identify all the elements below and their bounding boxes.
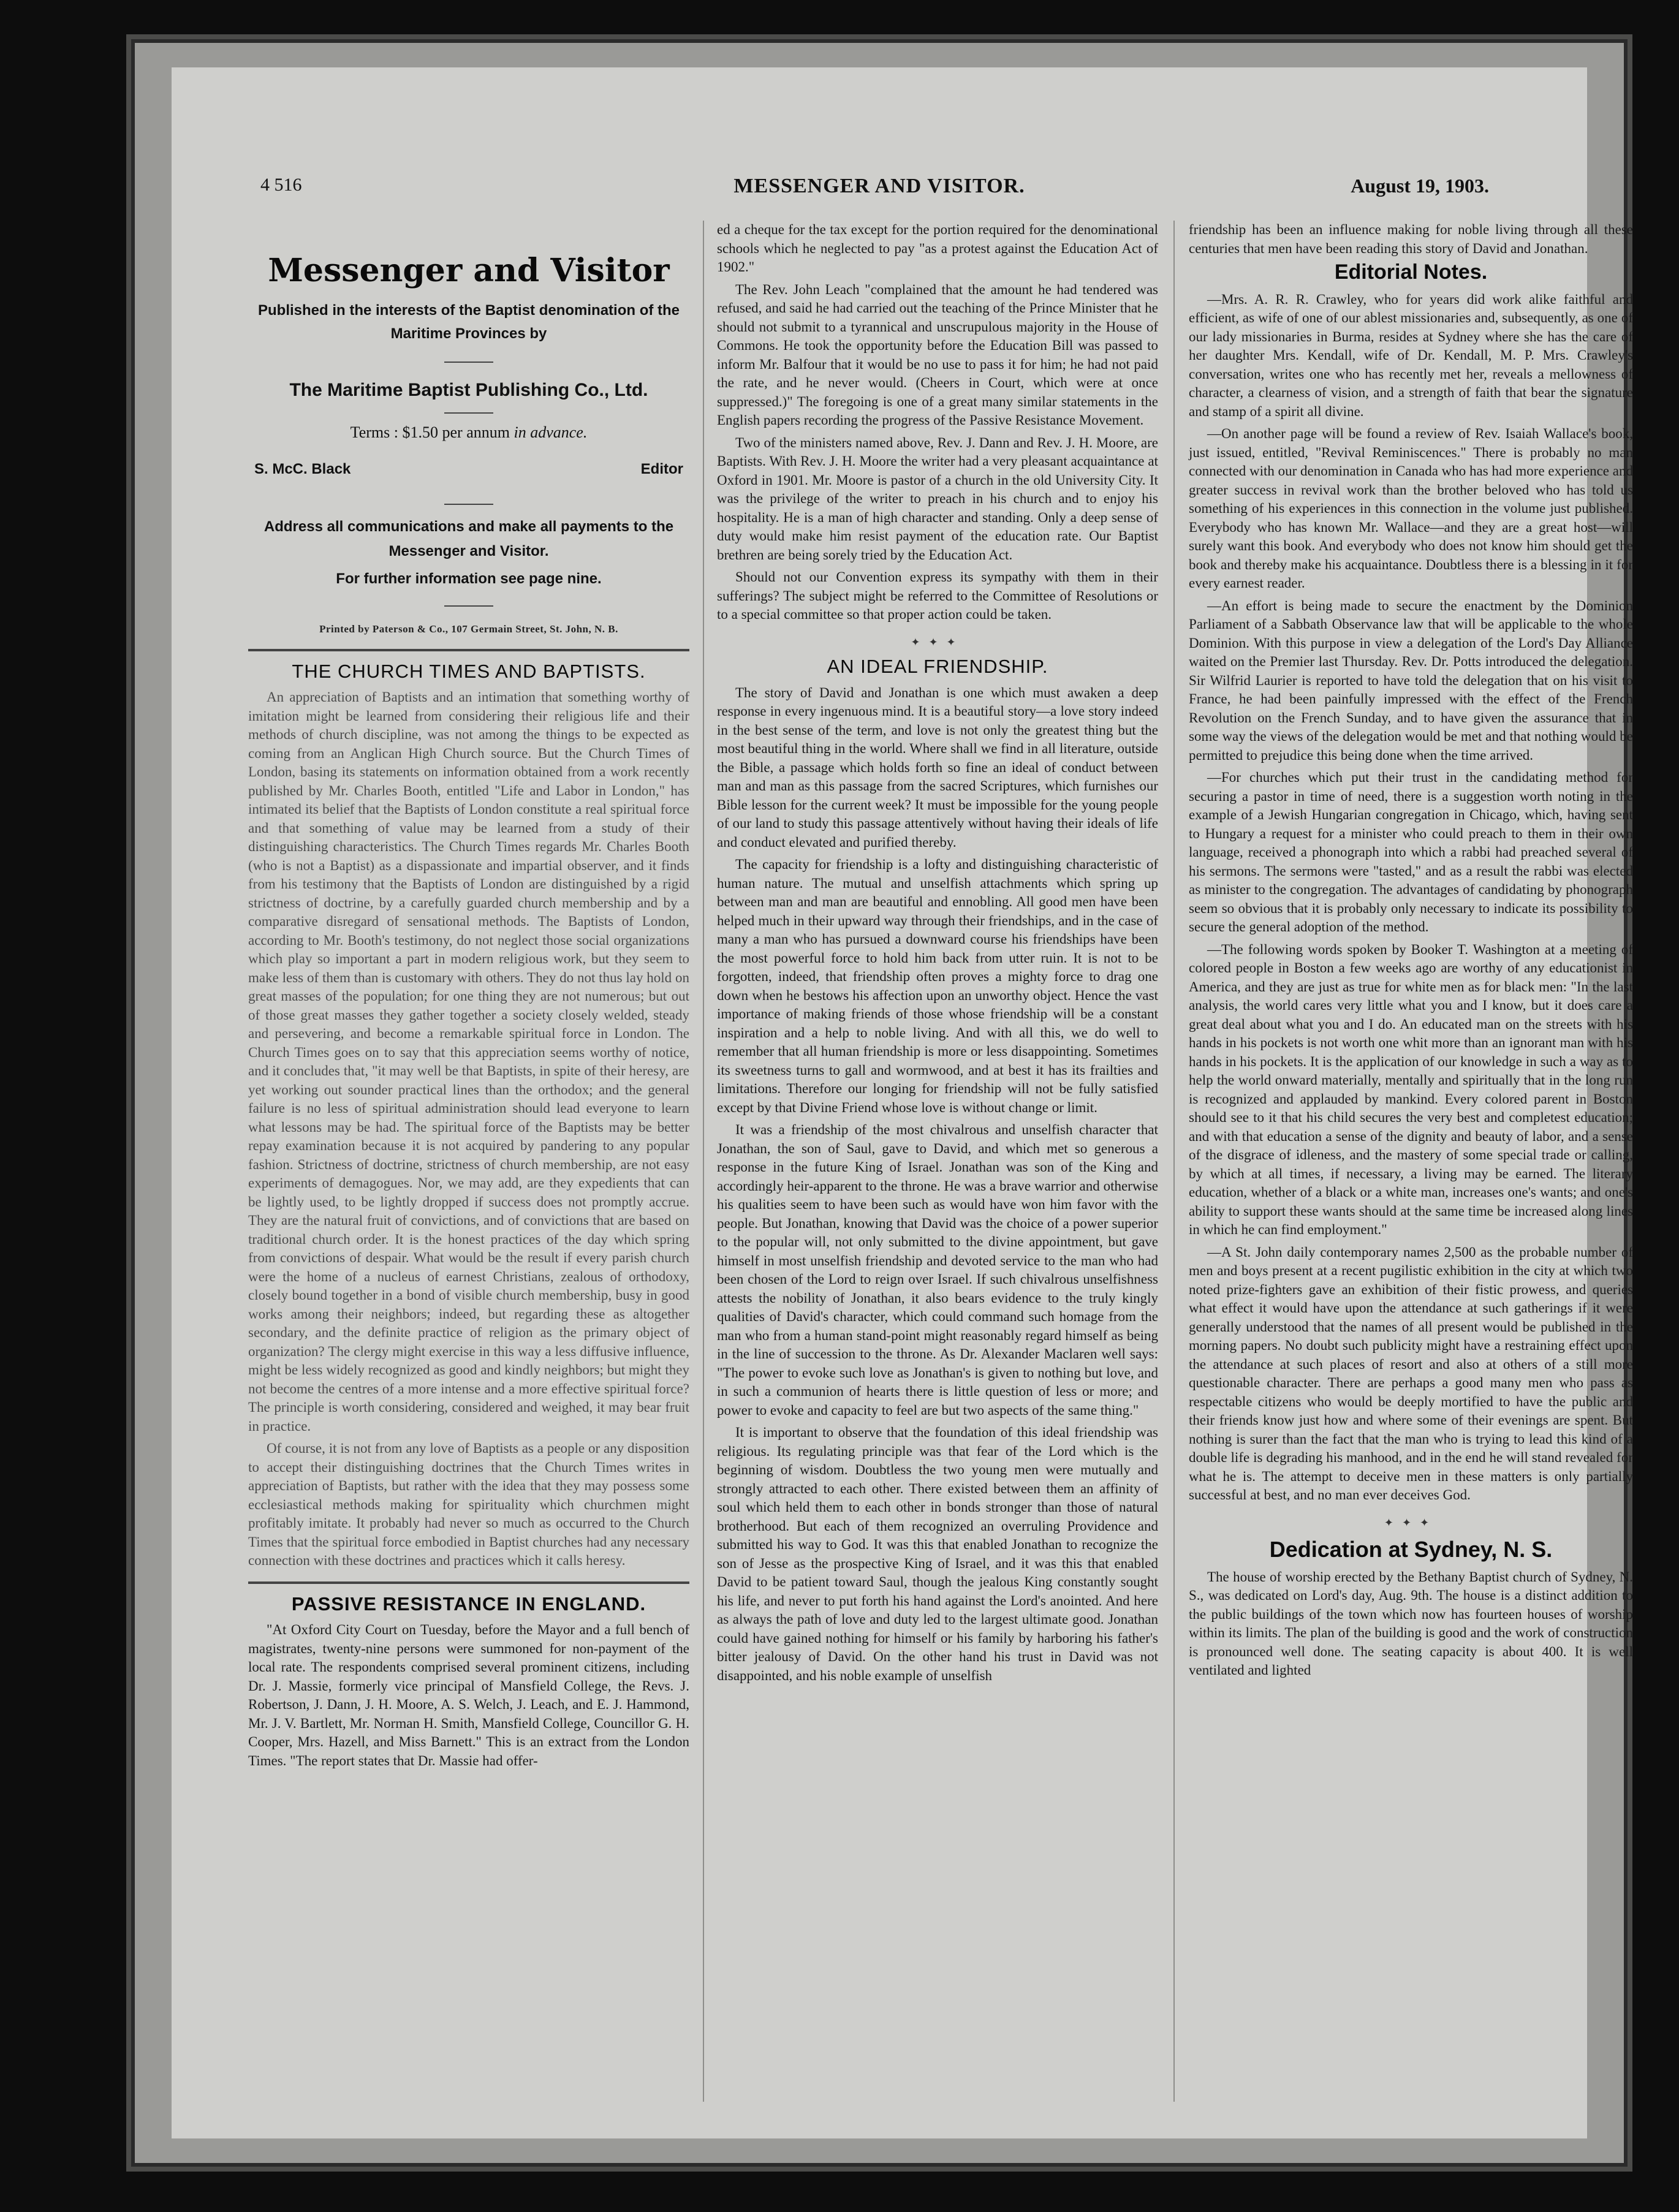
paragraph: It is important to observe that the foundation of this ideal friendship was religious. Its regulating principle was that fear of the Lord which is the beginning of wisdom. Doubtless the two young men were mutually and strongly attracted to each other. There existed between them an affinity of soul which held them to each other in bonds stronger than those of natural brotherhood. But each of them recognized an overruling Providence and submitted his way to God. It was this that enabled Jonathan to recognize the son of Jesse as the prospective King of Israel, and it was this that enabled David to be patient toward Saul, though the jealous King constantly sought his life, and never to put forth his hand against the Lord's anointed. And here as always the path of love and duty led to the largest ultimate good. Jonathan could have gained nothing for himself or his family by harboring his father's bitter jealousy of David. On the other hand his trust in David was not disappointed, and his noble example of unselfish — [717, 1425, 1158, 1683]
ornament-stars: ✦✦✦ — [1384, 1516, 1438, 1529]
article-body — [248, 1621, 689, 1770]
article-body — [717, 684, 1158, 1686]
article-title: THE CHURCH TIMES AND BAPTISTS. — [292, 660, 646, 682]
paragraph: The story of David and Jonathan is one which must awaken a deep response in every ingenuous mind. It is a beautiful story—a love story indeed in the best sense of the term, and love is not only the greatest thing but the most beautiful thing in the world. Where shall we find in all literature, outside the Bible, a passage which holds forth so fine an ideal of conduct between man and man as this passage from the sacred Scriptures, which furnishes our Bible lesson for the current week? It must be impossible for the young people of our land to study this passage attentively without having their ideals of life and conduct elevated and purified thereby. — [717, 684, 1158, 850]
editorial-notes — [1189, 290, 1633, 1505]
divider — [444, 362, 493, 363]
section-title: Editorial Notes. — [1334, 260, 1488, 284]
paragraph: Two of the ministers named above, Rev. J. Dann and Rev. J. H. Moore, are Baptists. With Rev. J. H. Moore the writer had a very pleasant acquaintance at Oxford in 1901. Mr. Moore is pastor of a church in the old University City. It was the privilege of the writer to preach in his church and to enjoy his hospitality. He is a man of high character and standing. Only a deep sense of duty would make him resist payment of the education rate. Our Baptist brethren are being sorely tried by the Education Act. — [717, 434, 1158, 562]
info-note: For further information see page nine. — [336, 570, 602, 587]
running-head — [172, 175, 1587, 211]
article-continuation — [717, 221, 1158, 624]
terms-label: Terms : — [350, 423, 399, 441]
paragraph: An appreciation of Baptists and an intimation that something worthy of imitation might be learned from considering their religious life and their methods of church discipline, was not among the things to be expected as coming from an Anglican High Church source. But the Church Times of London, basing its statements on information obtained from a work recently published by Mr. Charles Booth, entitled "Life and Labor in London," has intimated its belief that the Baptists of London constitute a real spiritual force and that something of value may be learned from a study of their distinguishing characteristics. The Church Times regards Mr. Charles Booth (who is not a Baptist) as a dispassionate and impartial observer, and it finds from his testimony that the Baptists of London are distinguished by a rigid strictness of doctrine, by a carefully guarded church membership and by a comparative disregard of sensational methods. The Baptists of London, according to Mr. Booth's testimony, do not neglect those social organizations which play so important a part in modern religious work, but they seem to make less of them than is customary with others. They do not thus lay hold on great masses of the population; for one thing they are not numerous; but out of those great masses they gather together a society closely welded, steady and persevering, and become a remarkable spiritual force in London. The Church Times goes on to say that this appreciation seems worthy of notice, and it concludes that, "it may well be that Baptists, in spite of their heresy, are yet working out sounder practical lines than the orthodox; and the general failure is no less of spiritual administration should lead everyone to learn what lessons may be had. The spiritual force of the Baptists may be better repay examination because it is not acquired by pandering to any popular fashion. Strictness of doctrine, strictness of church membership, are not easy experiments of demagogues. Nor, we may add, are they expedients that can be lightly used, to be lightly dropped if success does not promptly accrue. They are the natural fruit of convictions, and of convictions that are based on traditional church order. It is the honest practices of the day which spring from convictions of despair. What would be the result if every parish church were the home of a nucleus of earnest Christians, zealous of orthodoxy, closely bound together in a bond of visible church membership, busy in good works among their neighbors; indeed, but regarding these as altogether secondary, and the definite practice of religion as the primary object of organization? The clergy might exercise in this way a less diffusive influence, might be less widely recognized as good and kindly neighbors; but might they not become the centres of a more intense and a more effective spiritual force? The principle is worth considering, considered and weighed, it may bear fruit in practice. — [248, 689, 689, 1434]
newspaper-page — [135, 43, 1633, 2163]
divider — [444, 504, 493, 505]
article-title: AN IDEAL FRIENDSHIP. — [827, 656, 1048, 677]
paragraph: —Mrs. A. R. R. Crawley, who for years did work alike faithful and efficient, as wife of one of our ablest missionaries and, subsequently, as one of our lady missionaries in Burma, resides at Sydney where she has the care of her daughter Mrs. Kendall, wife of Dr. Kendall, M. P. Mrs. Crawley's conversation, writes one who has recently met her, reveals a mellowness of character, a clearness of vision, and a strength of faith that bear the signature and stamp of a spirit all divine. — [1189, 291, 1633, 419]
masthead-published: Published in the interests of the Baptist denomination of the Maritime Provinces by — [257, 302, 680, 342]
editor-line — [254, 460, 683, 479]
column-divider — [1173, 221, 1175, 2102]
article-title: PASSIVE RESISTANCE IN ENGLAND. — [291, 1593, 646, 1615]
section-divider — [248, 649, 689, 651]
subscription-terms — [248, 423, 689, 442]
newspaper-title: MESSENGER AND VISITOR. — [733, 175, 1025, 197]
column-divider — [703, 221, 704, 2102]
article-body — [248, 688, 689, 1570]
paragraph: —For churches which put their trust in the candidating method for securing a pastor in time of need, there is a suggestion worth noting in the example of a Jewish Hungarian congregation in Chicago, which, having sent to Hungary a request for a minister who could preach to them in their own language, received a phonograph into which a rabbi had preached several of his sermons. The sermons were "tasted," and as a result the rabbi was elected as minister to the congregation. The advantages of candidating by phonograph seem so obvious that it is probably only necessary to indicate its possibility to secure the general adoption of the method. — [1189, 770, 1633, 934]
paragraph: Should not our Convention express its sympathy with them in their sufferings? The subject might be referred to the Committee of Resolutions or to a special committee so that proper action could be taken. — [717, 569, 1158, 622]
editor-title: Editor — [640, 461, 683, 477]
paragraph: The house of worship erected by the Bethany Baptist church of Sydney, N. S., was dedicated on Lord's day, Aug. 9th. The house is a distinct addition to the public buildings of the town which now has fourteen houses of worship within its limits. The plan of the building is good and the work of construction is pronounced well done. The seating capacity is about 400. It is well ventilated and lighted — [1189, 1569, 1633, 1678]
page-sheet — [172, 67, 1633, 2138]
page-number: 4 516 — [260, 175, 302, 195]
divider — [444, 412, 493, 414]
column-3 — [1189, 221, 1633, 2102]
paragraph: Of course, it is not from any love of Baptists as a people or any disposition to accept their distinguishing doctrines that the Church Times writes in appreciation of Baptists, but rather with the idea that they may possess some ecclesiastical methods making for spirituality which churchmen might profitably imitate. It probably had never so much as occurred to the Church Times that the spiritual force embodied in Baptist churches had any necessary connection with these doctrines and practices which it calls heresy. — [248, 1441, 689, 1568]
paragraph: friendship has been an influence making for noble living through all these centuries that men have been reading this story of David and Jonathan. — [1189, 222, 1633, 256]
divider — [444, 605, 493, 607]
column-2 — [717, 221, 1158, 2102]
paragraph: —On another page will be found a review of Rev. Isaiah Wallace's book, just issued, entitled, "Revival Reminiscences." There is probably no man connected with our denomination in Canada who has had more experience and greater success in revival work than the brother beloved who has told us something of his experiences in this connection in the volume just published. Everybody who has known Mr. Wallace—and they are a great host—will surely want this book. And everybody who does not know him should get the book and thereby make his acquaintance. Doubtless there is a blessing in it for every earnest reader. — [1189, 426, 1633, 591]
paragraph: The capacity for friendship is a lofty and distinguishing characteristic of human nature. The mutual and unselfish attachments which spring up between man and man are beautiful and ennobling. All good men have been helped much in their upward way through their friendships, and in the case of many a man who has pursued a downward course his friendships have been the most powerful force to hold him back from utter ruin. It is not to be forgotten, indeed, that friendship often proves a mighty force to drag one down when he bestows his affection upon an unworthy object. Hence the vast importance of making friends of those whose friendship will be a constant inspiration and a help to noble living. And with all this, we do well to remember that all human friendship is more or less disappointing. Sometimes its sweetness turns to gall and wormwood, and at best it has its frailties and limitations. Therefore our longing for friendship will not be fully satisfied except by that Divine Friend whose love is without change or limit. — [717, 857, 1158, 1115]
section-title: Dedication at Sydney, N. S. — [1269, 1537, 1553, 1562]
paragraph: "At Oxford City Court on Tuesday, before the Mayor and a full bench of magistrates, twenty-nine persons were summoned for non-payment of the local rate. The respondents comprised several prominent citizens, including Dr. J. Massie, formerly vice principal of Mansfield College, the Revs. J. Robertson, J. Dann, J. H. Moore, A. S. Welch, J. Leach, and E. J. Hammond, Mr. J. V. Bartlett, Mr. Norman H. Smith, Mansfield College, Councillor G. H. Cooper, Mrs. Hazell, and Miss Barnett." This is an extract from the London Times. "The report states that Dr. Massie had offer- — [248, 1622, 689, 1768]
column-1 — [248, 221, 689, 2102]
paragraph: It was a friendship of the most chivalrous and unselfish character that Jonathan, the son of Saul, gave to David, and which met so generous a response in the future King of Israel. Jonathan was son of the King and accordingly heir-apparent to the throne. He was a brave warrior and otherwise his qualities seem to have been such as would have won him favor with the people. But Jonathan, knowing that David was the choice of a power superior to the popular will, not only submitted to the divine appointment, but gave himself in most unselfish friendship and devoted service to the man who had been chosen of the Lord to reign over Israel. If such chivalrous unselfishness attests the nobility of Jonathan, it also bears evidence to the truly kingly qualities of David's character, which could command such homage from the man who from a human stand-point might reasonably regard himself as being in the line of succession to the throne. As Dr. Alexander Maclaren well says: "The power to evoke such love as Jonathan's is given to nothing but love, and in such a communion of hearts there is little question of less or more; and power to evoke and capacity to feel are but two aspects of the same thing." — [717, 1122, 1158, 1418]
masthead-title: Messenger and Visitor — [268, 252, 670, 289]
paragraph: ed a cheque for the tax except for the portion required for the denominational schools which he neglected to pay "as a protest against the Education Act of 1902." — [717, 222, 1158, 275]
issue-date: August 19, 1903. — [1351, 175, 1489, 197]
paragraph: The Rev. John Leach "complained that the amount he had tendered was refused, and said he had carried out the teaching of the Prince Minister that he should not submit to a tyrannical and unscrupulous majority in the House of Commons. He took the opportunity before the Education Bill was passed to inform Mr. Balfour that it would be no use to pass it for him; he had not paid the rate, and he never would. (Cheers in Court, which were at once suppressed.)" The foregoing is one of a great many similar statements in the English papers recording the progress of the Passive Resistance Movement. — [717, 281, 1158, 428]
masthead — [248, 251, 689, 639]
section-divider — [248, 1581, 689, 1584]
paragraph: —The following words spoken by Booker T. Washington at a meeting of colored people in Boston a few weeks ago are worthy of any educationist in America, and they are just as true for white men as for black men: "In the last analysis, the world cares very little what you and I know, but it does care a great deal about what you and I do. An educated man on the streets with his hands in his pockets is not worth one whit more than an ignorant man with his hands in his pockets. It is the application of our knowledge in such a way as to help the world onward materially, mentally and spiritually that in the long run is recognized and applauded by mankind. Every colored parent in Boston should see to it that his child secures the very best and completest education; and with that education a sense of the dignity and beauty of labor, and a sense of the disgrace of idleness, and the mastery of some special trade or calling, by which at all times, if necessary, a living may be earned. The literary education, whether of a black or a white man, increases one's wants; and one's ability to support these wants should at the same time be increased along lines in which he can find employment." — [1189, 941, 1633, 1237]
terms-note: in advance. — [514, 423, 588, 441]
terms-price: $1.50 per annum — [402, 423, 510, 441]
article-body — [1189, 1568, 1633, 1680]
printer-line: Printed by Paterson & Co., 107 Germain Street, St. John, N. B. — [319, 623, 618, 635]
publisher-name: The Maritime Baptist Publishing Co., Ltd. — [289, 380, 648, 400]
ornament-stars: ✦✦✦ — [911, 635, 965, 648]
paragraph: —A St. John daily contemporary names 2,500 as the probable number of men and boys present at a recent pugilistic exhibition in the city at which two noted prize-fighters gave an exhibition of their fistic prowess, and queries what effect it would have upon the attendance at such gatherings if it were generally understood that the names of all present would be published in the morning papers. No doubt such publicity might have a restraining effect upon the attendance at such places of resort and also at others of a still more questionable character. There are perhaps a good many men who pass as respectable citizens who would be deeply mortified to have the public and their friends know just how and where some of their evenings are spent. But nothing is surer than the fact that the man who is trying to lead this kind of a double life is degrading his manhood, and in the end he will stand revealed for what he is. The attempt to deceive men in these matters is only partially successful at best, and no man ever deceives God. — [1189, 1244, 1633, 1502]
paragraph: —An effort is being made to secure the enactment by the Dominion Parliament of a Sabbath Observance law that will be applicable to the whole Dominion. With this purpose in view a delegation of the Lord's Day Alliance waited on the Premier last Thursday. Rev. Dr. Potts introduced the delegation. Sir Wilfrid Laurier is reported to have told the delegation that on his visit to France, he had been painfully impressed with the effect of the French Revolution on the French Sunday, and to have given the assurance that in some way the views of the delegation would be met and that nothing would be permitted to prejudice this being done when the time arrived. — [1189, 597, 1633, 763]
editor-name: S. McC. Black — [254, 461, 351, 477]
address-note: Address all communications and make all payments to the Messenger and Visitor. — [263, 518, 674, 559]
